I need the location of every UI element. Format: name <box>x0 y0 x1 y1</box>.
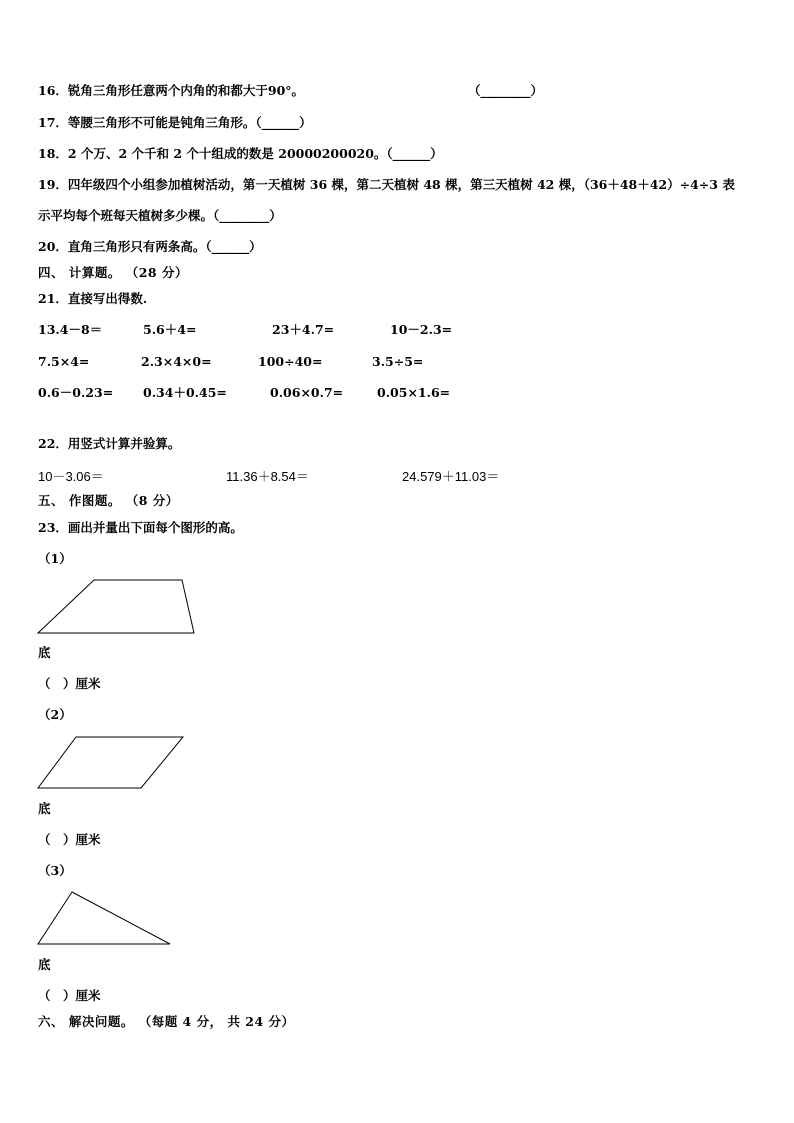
calc-item: 23＋4.7= <box>272 322 335 337</box>
calc-item: 0.6－0.23= <box>38 385 114 400</box>
section-6-heading: 六、 解决问题。 （每题 4 分， 共 24 分） <box>38 1014 295 1029</box>
trapezoid-figure <box>36 578 198 636</box>
figure-2-answer-blank[interactable]: （ ）厘米 <box>38 832 101 847</box>
question-23-prompt: 23．画出并量出下面每个图形的高。 <box>38 520 243 535</box>
figure-1-base-label: 底 <box>38 645 51 660</box>
question-21-prompt: 21．直接写出得数. <box>38 291 148 306</box>
calc-item: 13.4－8＝ <box>38 322 103 337</box>
figure-2-label: （2） <box>38 707 72 722</box>
figure-1-label: （1） <box>38 551 72 566</box>
section-4-heading: 四、 计算题。 （28 分） <box>38 265 188 280</box>
question-22-prompt: 22．用竖式计算并验算。 <box>38 436 181 451</box>
figure-3-answer-blank[interactable]: （ ）厘米 <box>38 988 101 1003</box>
section-5-heading: 五、 作图题。 （8 分） <box>38 493 179 508</box>
vertical-calc-item: 10－3.06＝ <box>38 469 104 484</box>
question-18 <box>38 146 443 162</box>
figure-2-base-label: 底 <box>38 801 51 816</box>
calc-item: 7.5×4= <box>38 354 90 369</box>
question-16 <box>38 83 304 99</box>
calc-item: 2.3×4×0= <box>141 354 212 369</box>
figure-1-answer-blank[interactable]: （ ）厘米 <box>38 676 101 691</box>
question-20-text: 20．直角三角形只有两条高。（______） <box>38 239 262 254</box>
figure-3-base-label: 底 <box>38 957 51 972</box>
question-20 <box>38 239 262 255</box>
calc-item: 0.06×0.7= <box>270 385 344 400</box>
calc-item: 100÷40= <box>258 354 323 369</box>
question-19-line-1: 19．四年级四个小组参加植树活动，第一天植树 36 棵，第二天植树 48 棵，第三天植树 42 棵，（36＋48＋42）÷4÷3 表 <box>38 177 735 192</box>
vertical-calc-item: 11.36＋8.54＝ <box>226 469 309 484</box>
question-16-text: 16．锐角三角形任意两个内角的和都大于90°。 <box>38 83 305 98</box>
question-17-text: 17．等腰三角形不可能是钝角三角形。（______） <box>38 115 312 130</box>
calc-item: 10－2.3= <box>390 322 453 337</box>
question-16-answer-blank[interactable]: （________） <box>468 83 544 98</box>
calc-item: 3.5÷5= <box>372 354 424 369</box>
triangle-figure <box>36 890 174 948</box>
parallelogram-figure <box>36 734 186 792</box>
figure-3-label: （3） <box>38 863 72 878</box>
vertical-calc-item: 24.579＋11.03＝ <box>402 469 500 484</box>
calc-item: 5.6＋4= <box>143 322 197 337</box>
question-18-text: 18．2 个万、2 个千和 2 个十组成的数是 20000200020。（______） <box>38 146 443 161</box>
question-19-line-2: 示平均每个班每天植树多少棵。（________） <box>38 208 282 223</box>
calc-item: 0.05×1.6= <box>377 385 451 400</box>
question-17 <box>38 115 312 131</box>
calc-item: 0.34＋0.45= <box>143 385 227 400</box>
